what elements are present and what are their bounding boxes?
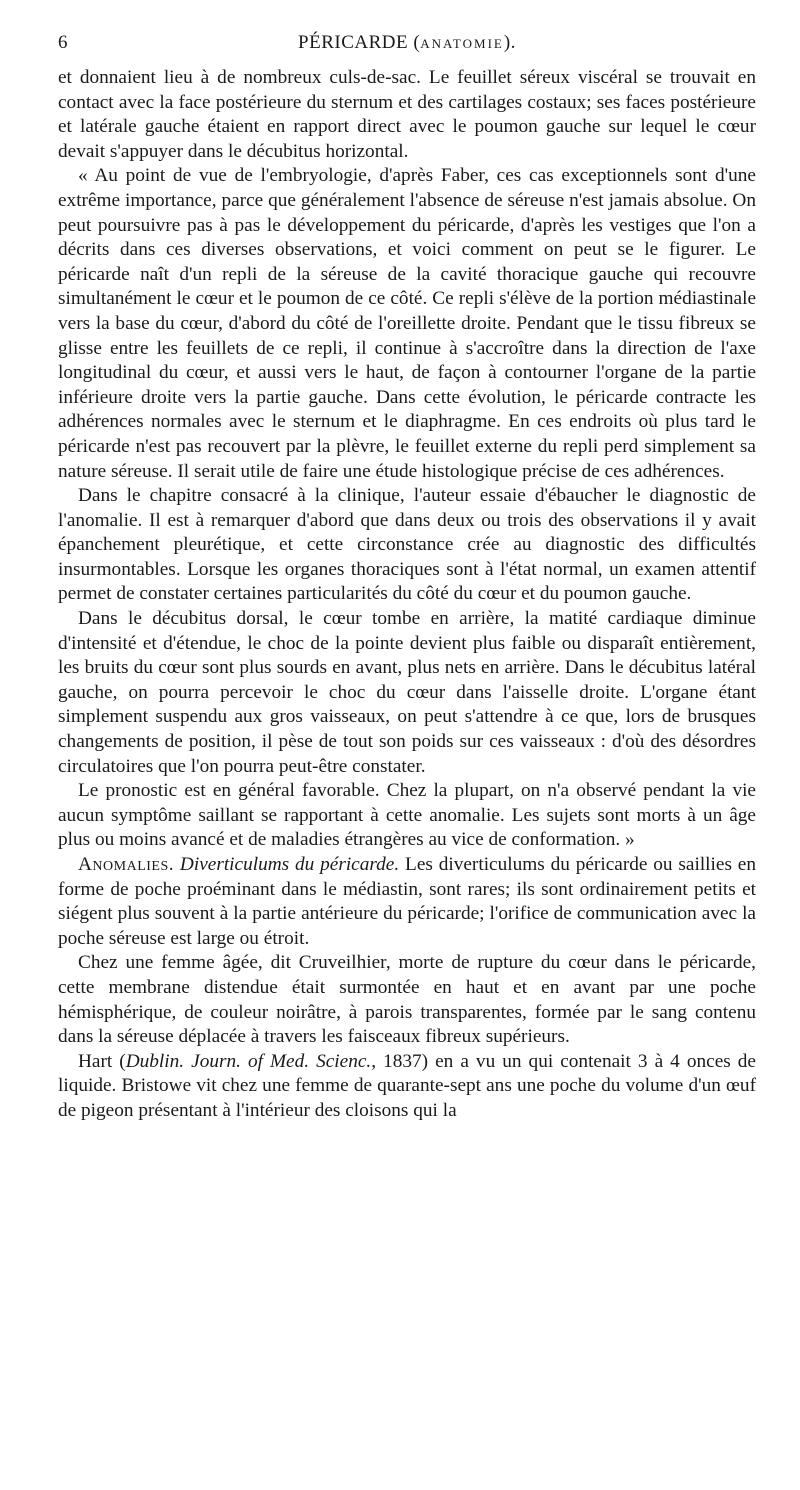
running-title <box>58 32 756 54</box>
paragraph-6-text: Les diverticulums du péricarde ou saillies en forme de poche proéminant dans le médiastin, sont rares; ils sont ordinairement petits et siégent plus souvent à la partie antérieure du péricarde; l'orifice de communication avec la poche séreuse est large ou étroit. <box>58 854 756 949</box>
paragraph-8 <box>58 1050 756 1124</box>
paragraph-4: Dans le décubitus dorsal, le cœur tombe en arrière, la matité cardiaque diminue d'intensité et d'étendue, le choc de la pointe devient plus faible ou disparaît entièrement, les bruits du cœur sont plus sourds en avant, plus nets en arrière. Dans le décubitus latéral gauche, on pourra percevoir le choc du cœur dans l'aisselle droite. L'organe étant simplement suspendu aux gros vaisseaux, on peut s'attendre à ce que, lors de brusques changements de position, il pèse de tout son poids sur ces vaisseaux : d'où des désordres circulatoires que l'on pourra peut-être constater. <box>58 608 756 777</box>
paragraph-7: Chez une femme âgée, dit Cruveilhier, morte de rupture du cœur dans le péricarde, cette membrane distendue était surmontée en haut et en avant par une poche hémisphérique, de couleur noirâtre, à parois transparentes, formée par le sang contenu dans la séreuse déplacée à travers les faisceaux fibreux supérieurs. <box>58 952 756 1048</box>
paragraph-8-text: , 1837) en a vu un qui contenait 3 à 4 onces de liquide. Bristowe vit chez une femme de quarante-sept ans une poche du volume d'un œuf de pigeon présentant à l'intérieur des cloisons qui la <box>58 1050 756 1121</box>
paragraph-2: « Au point de vue de l'embryologie, d'après Faber, ces cas exceptionnels sont d'une extrême importance, parce que généralement l'absence de séreuse n'est jamais absolue. On peut poursuivre pas à pas le développement du péricarde, d'après les vestiges que l'on a décrits dans ces diverses observations, et voici comment on peut se le figurer. Le péricarde naît d'un repli de la séreuse de la cavité thoracique gauche qui recouvre simultanément le cœur et le poumon de ce côté. Ce repli s'élève de la portion médiastinale vers la base du cœur, d'abord du côté de l'oreillette droite. Pendant que le tissu fibreux se glisse entre les feuillets de ce repli, il continue à s'accroître dans la direction de l'axe longitudinal du cœur, et aussi vers le haut, de façon à contourner l'organe de la partie inférieure droite vers la partie gauche. Dans cette évolution, le péricarde contracte les adhérences normales avec le sternum et le diaphragme. En ces endroits où plus tard le péricarde n'est pas recouvert par la plèvre, le feuillet externe du repli perd simplement sa nature séreuse. Il serait utile de faire une étude histologique précise de ces adhérences. <box>58 165 756 482</box>
journal-citation: Dublin. Journ. of Med. Scienc. <box>125 1050 372 1072</box>
paragraph-1: et donnaient lieu à de nombreux culs-de-sac. Le feuillet séreux viscéral se trouvait en contact avec la face postérieure du sternum et des cartilages costaux; ses faces postérieure et latérale gauche étaient en rapport direct avec le poumon gauche sur lequel le cœur devait s'appuyer dans le décubitus horizontal. <box>58 67 756 162</box>
section-heading-anomalies: Anomalies. <box>78 854 175 875</box>
subsection-title: Diverticulums du péricarde. <box>179 854 400 875</box>
paragraph-5: Le pronostic est en général favorable. Chez la plupart, on n'a observé pendant la vie aucun symptôme saillant se rapportant à cette anomalie. Les sujets sont morts à un âge plus ou moins avancé et de maladies étrangères au vice de conformation. » <box>58 780 756 851</box>
paragraph-3: Dans le chapitre consacré à la clinique, l'auteur essaie d'ébaucher le diagnostic de l'anomalie. Il est à remarquer d'abord que dans deux ou trois des observations il y avait épanchement pleurétique, et cette circonstance crée au diagnostic des difficultés insurmontables. Lorsque les organes thoraciques sont à l'état normal, un examen attentif permet de constater certaines particularités du côté du cœur et du poumon gauche. <box>58 485 756 605</box>
paragraph-6 <box>58 853 756 951</box>
body-text <box>58 66 756 1124</box>
running-title-main: PÉRICARDE ( <box>298 32 421 53</box>
page-header <box>58 28 756 66</box>
page-number: 6 <box>58 32 68 53</box>
running-title-end: ). <box>503 32 516 53</box>
paragraph-8-pre: Hart ( <box>78 1050 126 1072</box>
running-title-smallcaps: ANATOMIE <box>420 36 504 51</box>
